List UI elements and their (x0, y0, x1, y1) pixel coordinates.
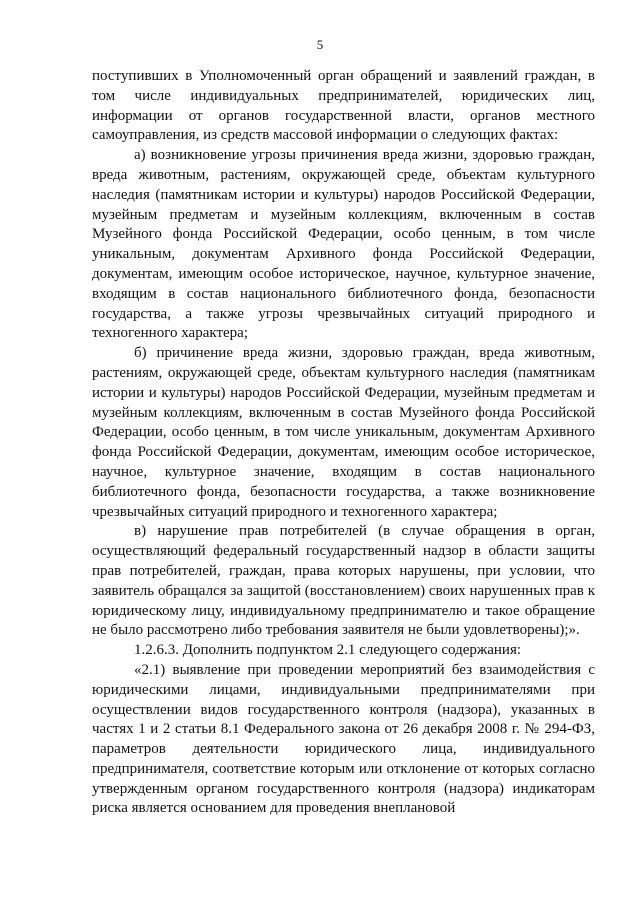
paragraph-subitem-2-1: «2.1) выявление при проведении мероприятий без взаимодействия с юридическими лицами, индивидуальными предпринимателями при осуществлении видов государственного контроля (надзора), указанных в частях 1 и 2 статьи 8.1 Федерального закона от 26 декабря 2008 г. № 294-ФЗ, параметров деятельности юридического лица, индивидуального предпринимателя, соответствие которым или отклонение от которых согласно утвержденным органом государственного контроля (надзора) индикаторам риска является основанием для проведения внеплановой (92, 661, 595, 817)
document-body (92, 67, 595, 819)
page-number: 5 (316, 37, 324, 52)
paragraph-intro: поступивших в Уполномоченный орган обращений и заявлений граждан, в том числе индивидуальных предпринимателей, юридических лиц, информации от органов государственной власти, органов местного самоуправления, из средств массовой информации о следующих фактах: (92, 68, 595, 144)
paragraph-item-a: а) возникновение угрозы причинения вреда жизни, здоровью граждан, вреда животным, растениям, окружающей среде, объектам культурного наследия (памятникам истории и культуры) народов Российской Федерации, музейным предметам и музейным коллекциям, включенным в состав Музейного фонда Российской Федерации, особо ценным, в том числе уникальным, документам Архивного фонда Российской Федерации, документам, имеющим особое историческое, научное, культурное значение, входящим в состав национального библиотечного фонда, безопасности государства, а также угрозы чрезвычайных ситуаций природного и техногенного характера; (92, 147, 595, 342)
paragraph-item-v: в) нарушение прав потребителей (в случае обращения в орган, осуществляющий федеральный государственный надзор в области защиты прав потребителей, граждан, права которых нарушены, при условии, что заявитель обращался за защитой (восстановлением) своих нарушенных прав к юридическому лицу, индивидуальному предпринимателю и такое обращение не было рассмотрено либо требования заявителя не были удовлетворены);». (92, 523, 595, 639)
paragraph-amendment-1-2-6-3: 1.2.6.3. Дополнить подпунктом 2.1 следующего содержания: (134, 642, 522, 659)
paragraph-item-b: б) причинение вреда жизни, здоровью граждан, вреда животным, растениям, окружающей среде, объектам культурного наследия (памятникам истории и культуры) народов Российской Федерации, музейным предметам и музейным коллекциям, включенным в состав Музейного фонда Российской Федерации, особо ценным, в том числе уникальным, документам Архивного фонда Российской Федерации, документам, имеющим особое историческое, научное, культурное значение, входящим в состав национального библиотечного фонда, безопасности государства, а также возникновение чрезвычайных ситуаций природного и техногенного характера; (92, 345, 595, 520)
